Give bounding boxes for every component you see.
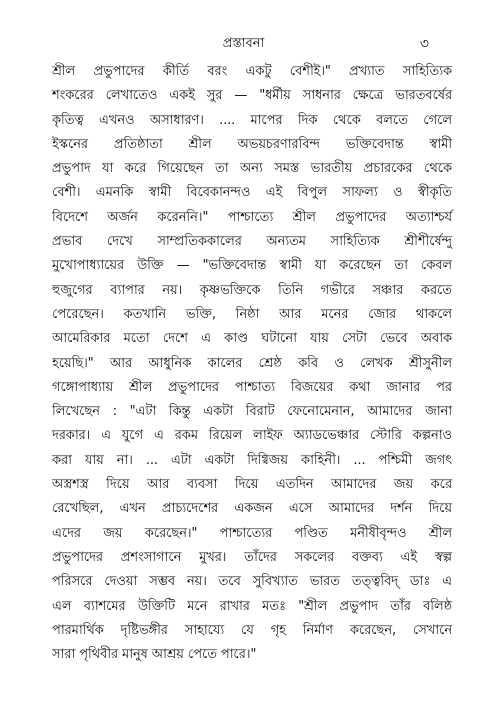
text-line: গঙ্গোপাধ্যায় শ্রীল প্রভুপাদের পাশ্চাত্য বিজয়ের কথা জানার পর (52, 379, 452, 395)
text-line: মুখোপাধ্যায়ের উক্তি — "ভক্তিবেদান্ত স্বামী যা করেছেন তা কেবল (52, 258, 452, 274)
text-line: লিখেছেন : "এটা কিন্তু একটা বিরাট ফেনোমেনান, আমাদের জানা (52, 404, 452, 420)
text-line: রেখেছিল, এখন প্রাচ্যদেশের একজন এসে আমাদের দর্শন দিয়ে (52, 501, 452, 517)
text-line: পারমার্থিক দৃষ্টিভঙ্গীর সাহায্যে যে গৃহ নির্মাণ করেছেন, সেখানে (52, 622, 452, 638)
text-line: এল ব্যাশমের উক্তিটি মনে রাখার মতঃ "শ্রীল প্রভুপাদ তাঁর বলিষ্ঠ (52, 598, 452, 614)
text-line: অস্ত্রশস্ত্র দিয়ে আর ব্যবসা দিয়ে এতদিন আমাদের জয় করে (52, 477, 452, 493)
text-line: শ্রীল প্রভুপাদের কীর্তি বরং একটু বেশীই।" প্রখ্যাত সাহিত্যিক (52, 64, 452, 79)
text-line: করা যায় না। ... এটা একটা দিগ্বিজয় কাহিনী। ... পশ্চিমী জগৎ (52, 452, 452, 468)
text-line: প্রভুপাদের প্রশংসাগানে মুখর। তাঁদের সকলের বক্তব্য এই স্বল্প (52, 549, 452, 565)
text-line: শংকরের লেখাতেও একই সুর — "ধর্মীয় সাধনার ক্ষেত্রে ভারতবর্ষের (52, 88, 452, 104)
text-line: আমেরিকার মতো দেশে এ কাণ্ড ঘটানো যায় সেটা ভেবে অবাক (52, 331, 452, 347)
text-line: হয়েছি।" আর আধুনিক কালের শ্রেষ্ঠ কবি ও লেখক শ্রীসুনীল (52, 355, 452, 371)
text-line: ইস্কনের প্রতিষ্ঠাতা শ্রীল অভয়চরণারবিন্দ ভক্তিবেদান্ত স্বামী (52, 136, 452, 152)
body-text (52, 60, 452, 667)
text-line: এদের জয় করেছেন।" পাশ্চাত্যের পণ্ডিত মনীষীবৃন্দও শ্রীল (52, 525, 452, 541)
text-line: হুজুগের ব্যাপার নয়। কৃষ্ণভক্তিকে তিনি গভীরে সঞ্চার করতে (52, 282, 452, 298)
text-line: পরিসরে দেওয়া সম্ভব নয়। তবে সুবিখ্যাত ভারত তত্ত্ববিদ্ ডাঃ এ (52, 574, 452, 590)
text-line: দরকার। এ যুগে এ রকম রিয়েল লাইফ অ্যাডভেঞ্চার স্টোরি কল্পনাও (52, 428, 452, 444)
text-line: বিদেশে অর্জন করেননি।" পাশ্চাত্যে শ্রীল প্রভুপাদের অত্যাশ্চর্য (52, 209, 452, 225)
text-line: কৃতিত্ব এখনও অসাধারণ। .... মাপের দিক থেকে বলতে গেলে (52, 112, 452, 128)
text-line-last: সারা পৃথিবীর মানুষ আশ্রয় পেতে পারে।" (52, 647, 257, 663)
running-header (0, 34, 487, 56)
running-title: প্রস্তাবনা (222, 36, 265, 51)
text-line: প্রভাব দেখে সাম্প্রতিককালের অন্যতম সাহিত্যিক শ্রীশীর্ষেন্দু (52, 234, 452, 250)
page-number: ৩ (419, 36, 429, 52)
text-line: বেশী। এমনকি স্বামী বিবেকানন্দও এই বিপুল সাফল্য ও স্বীকৃতি (52, 185, 452, 201)
text-line: পেরেছেন। কতখানি ভক্তি, নিষ্ঠা আর মনের জোর থাকলে (52, 306, 452, 322)
text-line: প্রভুপাদ যা করে গিয়েছেন তা অন্য সমস্ত ভারতীয় প্রচারকের থেকে (52, 161, 452, 177)
